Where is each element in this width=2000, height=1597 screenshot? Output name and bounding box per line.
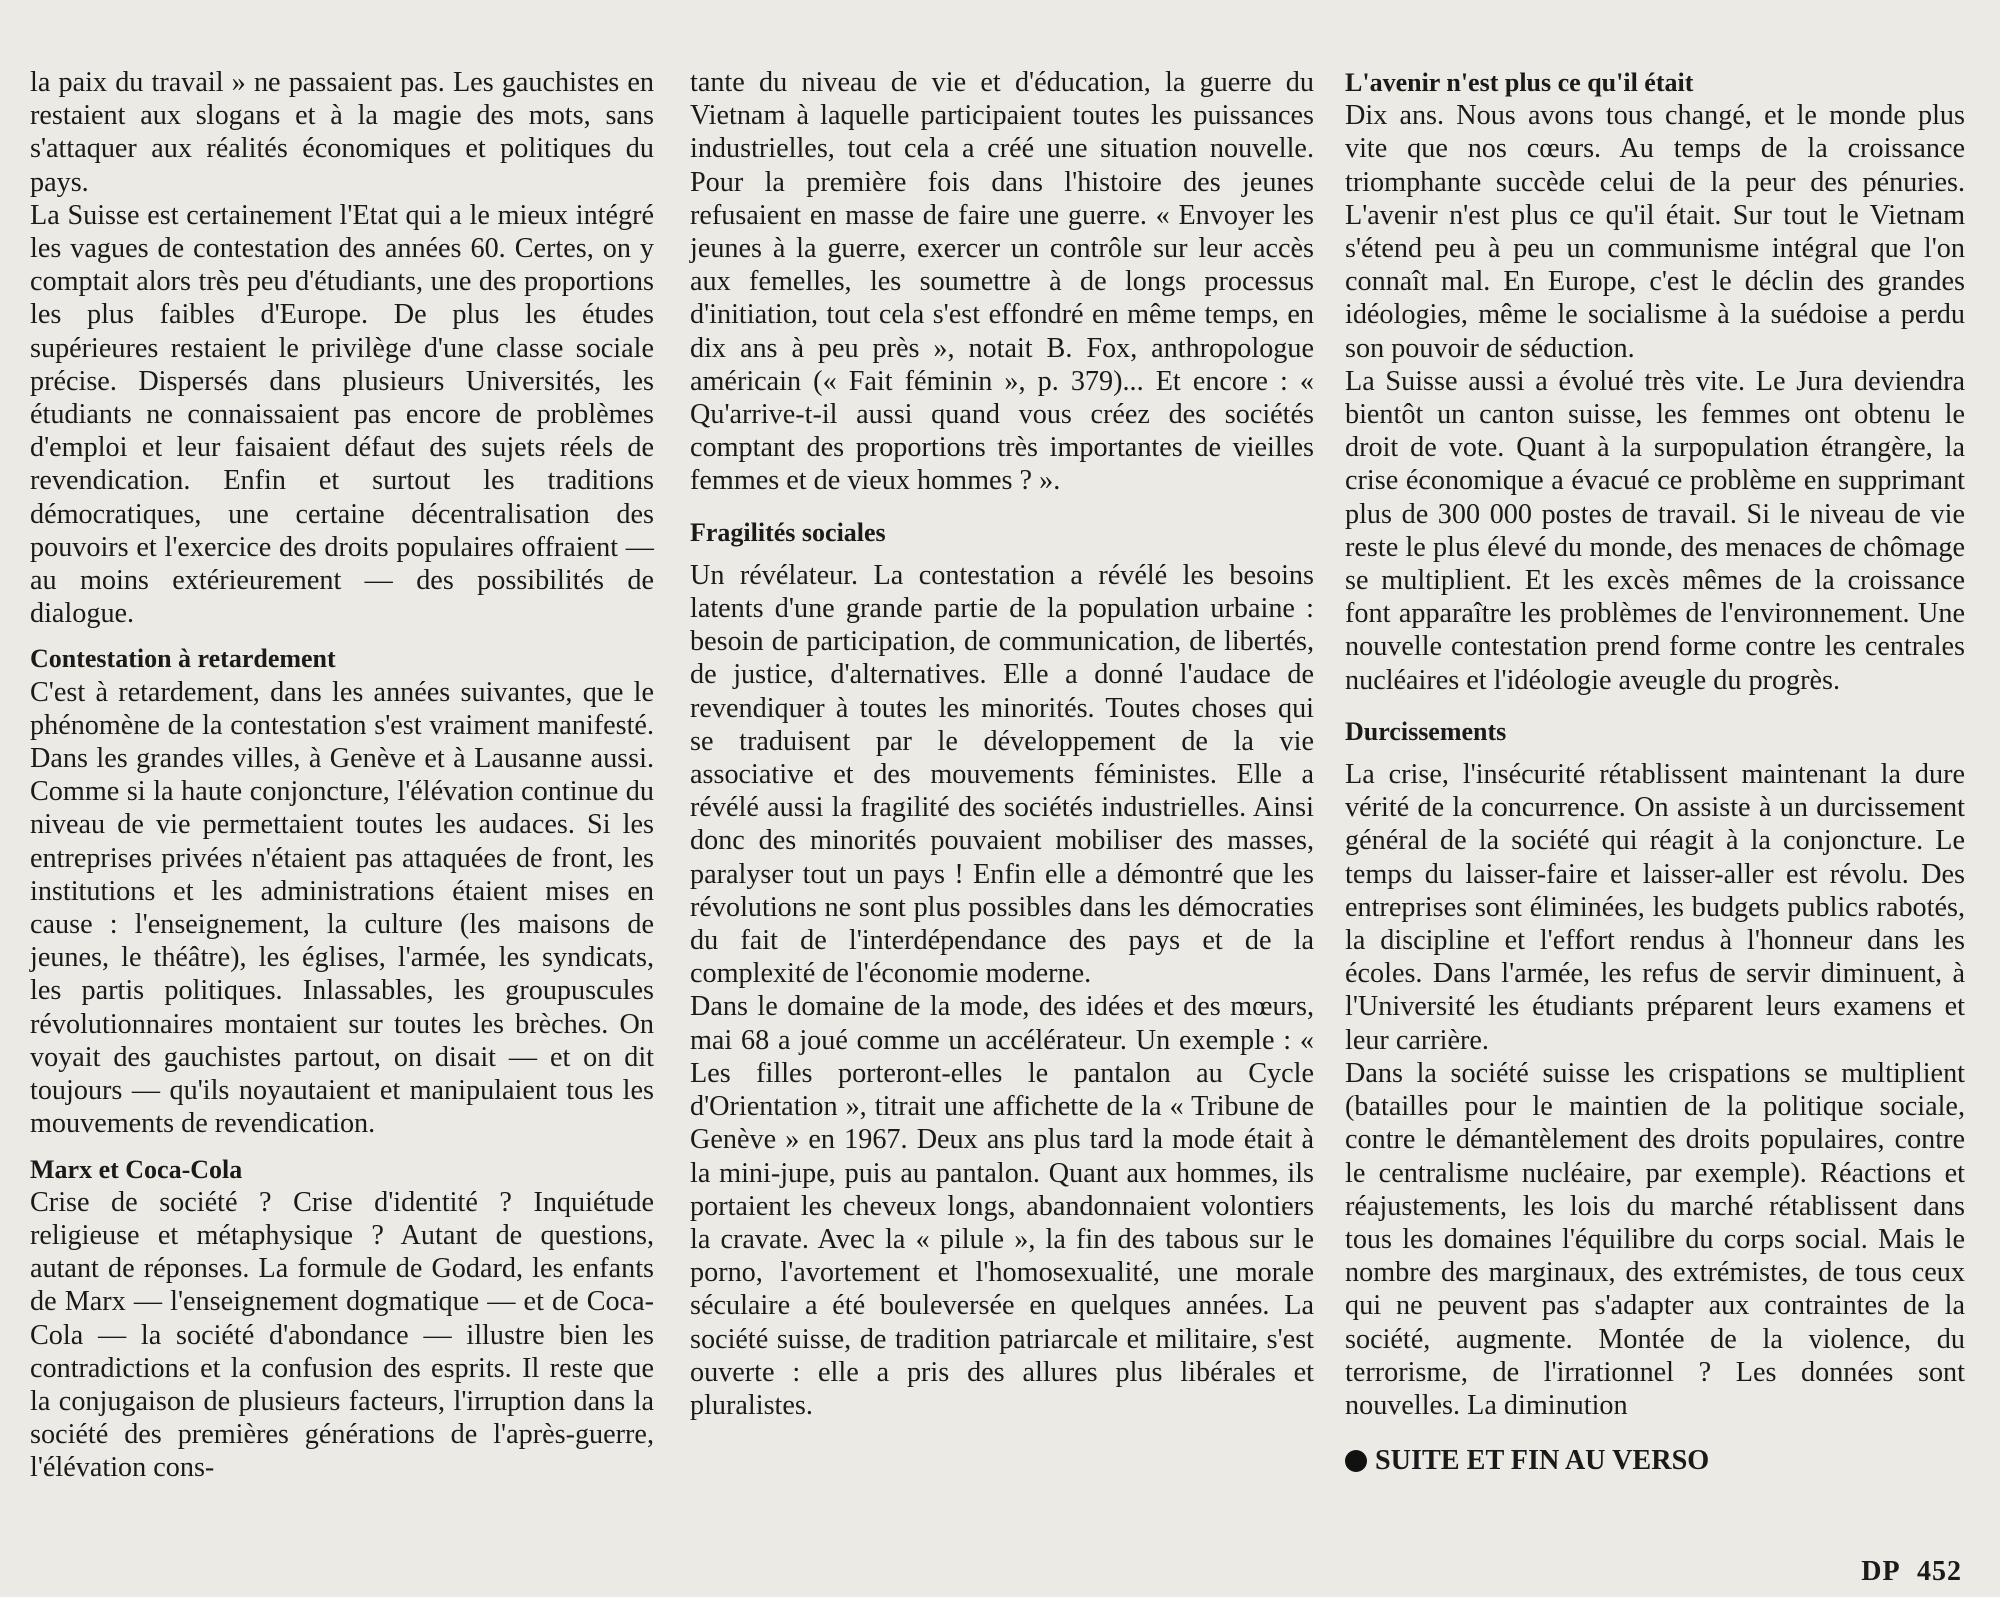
- paragraph: Un révélateur. La contestation a révélé les besoins latents d'une grande partie de la population urbaine : besoin de participation, de communication, de libertés, de justice, d'alternatives. Elle a donné l'audace de revendiquer à toutes les minorités. Toutes choses qui se traduisent par le développement de la vie associative et des mouvements féministes. Elle a révélé aussi la fragilité des sociétés industrielles. Ainsi donc des minorités pouvaient mobiliser des masses, paralyser tout un pays ! Enfin elle a démontré que les révolutions ne sont plus possibles dans les démocraties du fait de l'interdépendance des pays et de la complexité de l'économie moderne.: [690, 559, 1314, 990]
- column-2: [690, 66, 1314, 1422]
- paragraph: La crise, l'insécurité rétablissent maintenant la dure vérité de la concurrence. On assiste à un durcissement général de la société qui réagit à la conjoncture. Le temps du laisser-faire et laisser-aller est révolu. Des entreprises sont éliminées, les budgets publics rabotés, la discipline et l'effort rendus à l'honneur dans les écoles. Dans l'armée, les refus de servir diminuent, à l'Université les étudiants préparent leurs examens et leur carrière.: [1345, 759, 1965, 1056]
- page-folio: DP 452: [1861, 1556, 1962, 1587]
- section-heading: L'avenir n'est plus ce qu'il était: [1345, 68, 1694, 97]
- paragraph: Dix ans. Nous avons tous changé, et le monde plus vite que nos cœurs. Au temps de la croissance triomphante succède celui de la peur des pénuries. L'avenir n'est plus ce qu'il était. Sur tout le Vietnam s'étend peu à peu un communisme intégral que l'on connaît mal. En Europe, c'est le déclin des grandes idéologies, même le socialisme à la suédoise a perdu son pouvoir de séduction.: [1345, 100, 1965, 364]
- continuation-notice: [1345, 1444, 1965, 1477]
- section-heading: Fragilités sociales: [690, 517, 886, 547]
- paragraph: C'est à retardement, dans les années suivantes, que le phénomène de la contestation s'est vraiment manifesté. Dans les grandes villes, à Genève et à Lausanne aussi. Comme si la haute conjoncture, l'élévation continue du niveau de vie permettaient toutes les audaces. Si les entreprises privées n'étaient pas attaquées de front, les institutions et les administrations étaient mises en cause : l'enseignement, la culture (les maisons de jeunes, le théâtre), les églises, l'armée, les syndicats, les partis politiques. Inlassables, les groupuscules révolutionnaires montaient sur toutes les brèches. On voyait des gauchistes partout, on disait — et on dit toujours — qu'ils noyautaient et manipulaient tous les mouvements de revendication.: [30, 676, 654, 1140]
- column-3: [1345, 66, 1965, 1477]
- section-heading: Marx et Coca-Cola: [30, 1154, 243, 1184]
- paragraph: tante du niveau de vie et d'éducation, la guerre du Vietnam à laquelle participaient toutes les puissances industrielles, tout cela a créé une situation nouvelle. Pour la première fois dans l'histoire des jeunes refusaient en masse de faire une guerre. « Envoyer les jeunes à la guerre, exercer un contrôle sur leur accès aux femelles, les soumettre à de longs processus d'initiation, tout cela s'est effondré en même temps, en dix ans à peu près », notait B. Fox, anthropologue américain (« Fait féminin », p. 379)... Et encore : « Qu'arrive-t-il aussi quand vous créez des sociétés comptant des proportions très importantes de vieilles femmes et de vieux hommes ? ».: [690, 67, 1314, 497]
- section-heading: Durcissements: [1345, 716, 1507, 746]
- paragraph: La Suisse est certainement l'Etat qui a le mieux intégré les vagues de contestation des années 60. Certes, on y comptait alors très peu d'étudiants, une des proportions les plus faibles d'Europe. De plus les études supérieures restaient le privilège d'une classe sociale précise. Dispersés dans plusieurs Universités, les étudiants ne connaissaient pas encore de problèmes d'emploi et leur faisaient défaut des sujets réels de revendication. Enfin et surtout les traditions démocratiques, une certaine décentralisation des pouvoirs et l'exercice des droits populaires offraient — au moins extérieurement — des possibilités de dialogue.: [30, 199, 654, 630]
- column-1: [30, 66, 654, 1485]
- bullet-icon: [1345, 1450, 1367, 1472]
- paragraph: Dans la société suisse les crispations se multiplient (batailles pour le maintien de la politique sociale, contre le démantèlement des droits populaires, contre le centralisme nucléaire, par exemple). Réactions et réajustements, les lois du marché rétablissent dans tous les domaines l'équilibre du corps social. Mais le nombre des marginaux, des extrémistes, de tous ceux qui ne peuvent pas s'adapter aux contraintes de la société, augmente. Montée de la violence, du terrorisme, de l'irrationnel ? Les données sont nouvelles. La diminution: [1345, 1057, 1965, 1421]
- paragraph: Dans le domaine de la mode, des idées et des mœurs, mai 68 a joué comme un accélérateur. Un exemple : « Les filles porteront-elles le pantalon au Cycle d'Orientation », titrait une affichette de la « Tribune de Genève » en 1967. Deux ans plus tard la mode était à la mini-jupe, puis au pantalon. Quant aux hommes, ils portaient les cheveux longs, abandonnaient volontiers la cravate. Avec la « pilule », la fin des tabous sur le porno, l'avortement et l'homosexualité, une morale séculaire a été bouleversée en quelques années. La société suisse, de tradition patriarcale et militaire, s'est ouverte : elle a pris des allures plus libérales et pluralistes.: [690, 991, 1314, 1421]
- paragraph: la paix du travail » ne passaient pas. Les gauchistes en restaient aux slogans et à la magie des mots, sans s'attaquer aux réalités économiques et politiques du pays.: [30, 67, 654, 198]
- continuation-text: SUITE ET FIN AU VERSO: [1375, 1445, 1710, 1477]
- section-heading: Contestation à retardement: [30, 644, 336, 674]
- paragraph: La Suisse aussi a évolué très vite. Le Jura deviendra bientôt un canton suisse, les femmes ont obtenu le droit de vote. Quant à la surpopulation étrangère, la crise économique a évacué ce problème en supprimant plus de 300 000 postes de travail. Si le niveau de vie reste le plus élevé du monde, des menaces de chômage se multiplient. Et les excès mêmes de la croissance font apparaître les problèmes de l'environnement. Une nouvelle contestation prend forme contre les centrales nucléaires et l'idéologie aveugle du progrès.: [1345, 365, 1965, 696]
- paragraph: Crise de société ? Crise d'identité ? Inquiétude religieuse et métaphysique ? Autant de questions, autant de réponses. La formule de Godard, les enfants de Marx — l'enseignement dogmatique — et de Coca-Cola — la société d'abondance — illustre bien les contradictions et la confusion des esprits. Il reste que la conjugaison de plusieurs facteurs, l'irruption dans la société des premières générations de l'après-guerre, l'élévation cons-: [30, 1186, 654, 1484]
